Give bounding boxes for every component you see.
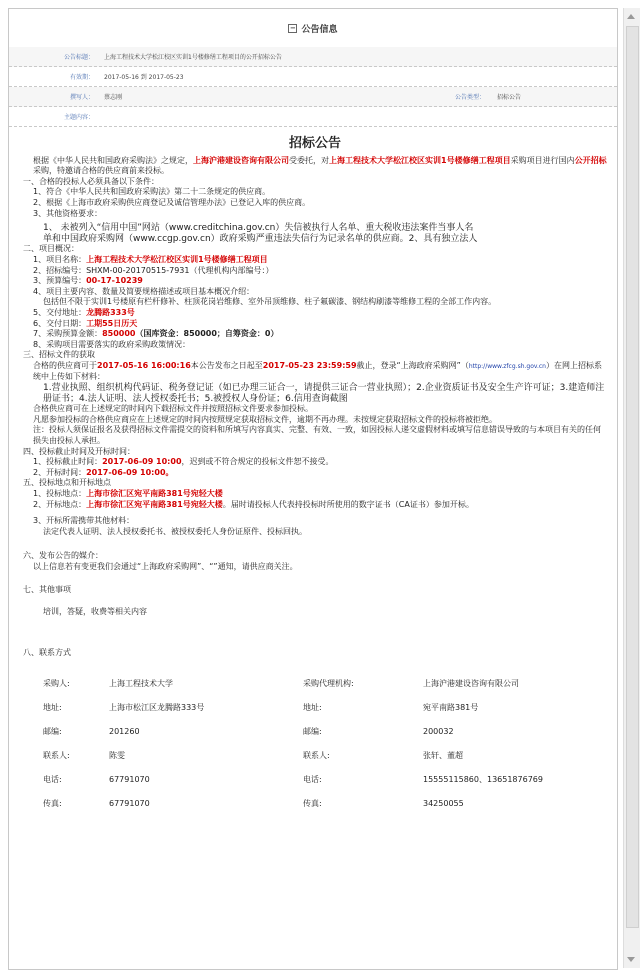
- s2-item-4: 4、项目主要内容、数量及简要规格描述或项目基本概况介绍：: [33, 286, 255, 296]
- s1-item-1: 1、符合《中华人民共和国政府采购法》第二十二条规定的供应商。: [33, 187, 271, 197]
- s4-item-2-label: 2、开标时间：: [33, 467, 87, 477]
- contact-label: 邮编:: [303, 727, 322, 737]
- s2-item-1-value: 上海工程技术大学松江校区实训1号楼修缮工程项目: [86, 254, 268, 264]
- s2-item-6: [23, 319, 607, 330]
- s5-item-2-detail: 。届时请投标人代表持投标时所使用的数字证书（CA证书）参加开标。: [222, 499, 474, 509]
- contact-row: [23, 720, 607, 744]
- s5-item-2-label: 2、开标地点：: [33, 499, 87, 509]
- s1-item-3a: 1、 未被列入“信用中国”网站（www.creditchina.gov.cn）失信被执行人名单、重大税收违法案件当事人名: [43, 223, 474, 234]
- section-7-heading: 七、其他事项: [23, 584, 71, 594]
- s5-item-1: [23, 489, 607, 500]
- section-8-heading: 八、联系方式: [23, 647, 71, 657]
- s2-item-1-label: 1、项目名称：: [33, 254, 87, 264]
- s4-item-1: [23, 457, 607, 468]
- meta-row-title: [9, 47, 617, 67]
- contact-row: [23, 768, 607, 792]
- contact-label: 邮编:: [43, 727, 62, 737]
- s2-item-5: [23, 308, 607, 319]
- contact-label: 电话:: [43, 775, 62, 785]
- meta-row-author: [9, 87, 617, 107]
- s2-item-4-detail: 包括但不限于实训1号楼原有栏杆修补、柱顶花岗岩维修、室外吊顶维修、柱子氟碳漆、钢结构刷漆等维修工程的全部工作内容。: [43, 297, 497, 307]
- section-2-heading: 二、项目概况：: [23, 244, 79, 254]
- intro-text-b: 受委托，对: [289, 155, 329, 165]
- contact-value: 67791070: [109, 775, 150, 785]
- contact-row: [23, 672, 607, 696]
- s7-detail: 培训，答疑，收费等相关内容: [43, 607, 147, 617]
- intro-text-c: 采购项目进行国内: [510, 155, 575, 165]
- announcement-frame: [8, 8, 618, 970]
- s2-item-7: [23, 329, 607, 340]
- contact-value: 200032: [423, 727, 454, 737]
- announcement-header: [9, 9, 617, 47]
- contact-row: [23, 744, 607, 768]
- s2-item-7-detail: （国库资金：850000；自筹资金：0）: [135, 329, 279, 339]
- s1-item-3: 3、其他资格要求：: [33, 208, 103, 218]
- contact-value: 15555115860、13651876769: [423, 775, 543, 785]
- scroll-up-icon[interactable]: [627, 14, 635, 19]
- s5-item-1-label: 1、投标地点：: [33, 489, 87, 498]
- contact-value: 陈雯: [109, 751, 125, 761]
- contact-label: 电话:: [303, 775, 322, 785]
- s4-item-1-value: 2017-06-09 10:00: [102, 457, 182, 467]
- s3-start-time: 2017-05-16 16:00:16: [97, 360, 191, 370]
- intro-text-d: 采购，特邀请合格的供应商前来投标。: [33, 166, 169, 176]
- s4-item-2-value: 2017-06-09 10:00。: [86, 467, 174, 477]
- s3-text-b: 本公告发布之日起至: [190, 360, 263, 370]
- contact-row: [23, 696, 607, 720]
- meta-title-value: 上海工程技术大学松江校区实训1号楼修缮工程项目的公开招标公告: [104, 54, 282, 61]
- meta-type-value: 招标公告: [497, 94, 522, 101]
- contact-label: 地址:: [303, 703, 322, 713]
- contact-label: 传真:: [303, 799, 322, 809]
- doc-title: 招标公告: [288, 136, 341, 151]
- intro-text-a: 根据《中华人民共和国政府采购法》之规定，: [33, 155, 193, 165]
- s3-text-e: 合格供应商可在上述规定的时间内下载招标文件并按照招标文件要求参加投标。: [33, 404, 313, 414]
- s3-note: 注：投标人须保证报名及获得招标文件需提交的资料和所填写内容真实、完整、有效、一致，如因投标人递交虚假材料或填写信息错误导致的与本项目有关的任何损失由投标人承担。: [33, 425, 601, 446]
- s5-item-3-detail: 法定代表人证明、法人授权委托书、被授权委托人身份证原件、投标回执。: [43, 526, 307, 536]
- s2-item-3: [23, 276, 607, 287]
- procurement-site-link[interactable]: http://www.zfcg.sh.gov.cn: [468, 362, 546, 370]
- section-1-heading: 一、合格的投标人必须具备以下条件：: [23, 176, 159, 186]
- header-title: 公告信息: [301, 24, 338, 35]
- s4-item-1-label: 1、投标截止时间：: [33, 457, 103, 467]
- s5-item-1-value: 上海市徐汇区宛平南路381号宛轻大楼: [86, 489, 223, 498]
- announcement-body: [9, 136, 617, 816]
- contact-value: 上海工程技术大学: [109, 679, 173, 689]
- s3-materials: 1.营业执照、组织机构代码证、税务登记证（如已办理三证合一，请提供三证合一营业执照）；2.企业资质证书及安全生产许可证；3.建造师注册证书；4.法人证明、法人授权委托书；5.被授权人身份证；6.信用查询截图: [43, 383, 605, 404]
- s4-item-1-detail: ，迟到或不符合规定的投标文件恕不接受。: [181, 457, 334, 467]
- s2-item-8: 8、采购项目需要落实的政府采购政策情况：: [33, 339, 191, 349]
- minus-box-icon[interactable]: −: [290, 23, 296, 32]
- s1-item-2: 2、根据《上海市政府采购供应商登记及诚信管理办法》已登记入库的供应商。: [33, 197, 311, 207]
- s2-item-1: [23, 255, 607, 266]
- scroll-down-icon[interactable]: [627, 957, 635, 962]
- contact-value: 张轩、董超: [423, 751, 463, 761]
- s2-item-6-value: 工期55日历天: [86, 318, 138, 328]
- contact-label: 采购人:: [43, 679, 70, 689]
- s2-item-2: 2、招标编号：SHXM-00-20170515-7931（代理机构内部编号：）: [33, 265, 274, 275]
- section-6-heading: 六、发布公告的媒介：: [23, 551, 103, 561]
- meta-author-value: 蔡志刚: [104, 94, 123, 101]
- intro-method: 公开招标: [574, 155, 607, 165]
- s2-item-3-value: 00-17-10239: [86, 276, 143, 286]
- s2-item-7-value: 850000: [102, 329, 136, 339]
- s3-paragraph: [23, 361, 607, 383]
- s1-item-3b: 单和中国政府采购网（www.ccgp.gov.cn）政府采购严重违法失信行为记录名单的供应商。2、具有独立法人: [43, 233, 478, 244]
- meta-table: [9, 47, 617, 127]
- meta-type-label: 公告类型：: [454, 94, 485, 101]
- s3-text-a: 合格的供应商可于: [33, 360, 97, 370]
- meta-row-period: [9, 67, 617, 87]
- intro-agency: 上海沪港建设咨询有限公司: [193, 155, 289, 165]
- section-4-heading: 四、投标截止时间及开标时间：: [23, 446, 135, 456]
- meta-author-label: 撰写人：: [69, 94, 94, 101]
- contact-value: 上海市松江区龙腾路333号: [109, 703, 205, 713]
- s2-item-3-label: 3、预算编号：: [33, 276, 87, 286]
- section-5-heading: 五、投标地点和开标地点: [23, 478, 111, 488]
- s6-detail: 以上信息若有变更我们会通过“上海政府采购网”、“”通知，请供应商关注。: [33, 561, 298, 571]
- meta-period-value: 2017-05-16 到 2017-05-23: [104, 74, 184, 81]
- contact-label: 联系人:: [43, 751, 70, 761]
- contact-label: 联系人:: [303, 751, 330, 761]
- contact-value: 宛平南路381号: [423, 703, 479, 713]
- contact-value: 67791070: [109, 799, 150, 809]
- contact-value: 201260: [109, 727, 140, 737]
- contact-value: 34250055: [423, 799, 464, 809]
- s2-item-7-label: 7、采购预算金额：: [33, 329, 103, 339]
- section-3-heading: 三、招标文件的获取: [23, 350, 95, 360]
- meta-row-keywords: [9, 107, 617, 127]
- s4-item-2: [23, 468, 607, 479]
- s2-item-5-value: 龙腾路333号: [86, 307, 135, 317]
- contact-label: 采购代理机构:: [303, 679, 354, 689]
- contact-label: 传真:: [43, 799, 62, 809]
- s2-item-6-label: 6、交付日期：: [33, 318, 87, 328]
- meta-period-label: 有效期：: [69, 74, 94, 81]
- s3-end-time: 2017-05-23 23:59:59: [262, 360, 357, 370]
- contacts-table: [23, 672, 607, 816]
- s5-item-2: [23, 500, 607, 511]
- s2-item-5-label: 5、交付地址：: [33, 307, 87, 317]
- s3-text-d: ）在网上招标系统中上传如下材料：: [33, 360, 602, 382]
- intro-paragraph: [23, 156, 607, 177]
- s5-item-3: 3、开标所需携带其他材料：: [33, 516, 135, 526]
- contact-row: [23, 792, 607, 816]
- vertical-scrollbar[interactable]: [623, 8, 640, 968]
- contact-label: 地址:: [43, 703, 62, 713]
- meta-keywords-label: 主题内容：: [63, 114, 94, 121]
- contact-value: 上海沪港建设咨询有限公司: [423, 679, 519, 689]
- s3-text-c: 截止，登录“上海政府采购网”（: [356, 360, 469, 370]
- meta-title-label: 公告标题：: [63, 54, 94, 61]
- s3-text-f: 凡愿参加投标的合格供应商应在上述规定的时间内按照规定获取招标文件，逾期不再办理。未按规定获取招标文件的投标将被拒绝。: [33, 414, 497, 424]
- scrollbar-thumb[interactable]: [626, 26, 639, 928]
- intro-project: 上海工程技术大学松江校区实训1号楼修缮工程项目: [329, 155, 511, 165]
- s5-item-2-value: 上海市徐汇区宛平南路381号宛轻大楼: [86, 499, 223, 509]
